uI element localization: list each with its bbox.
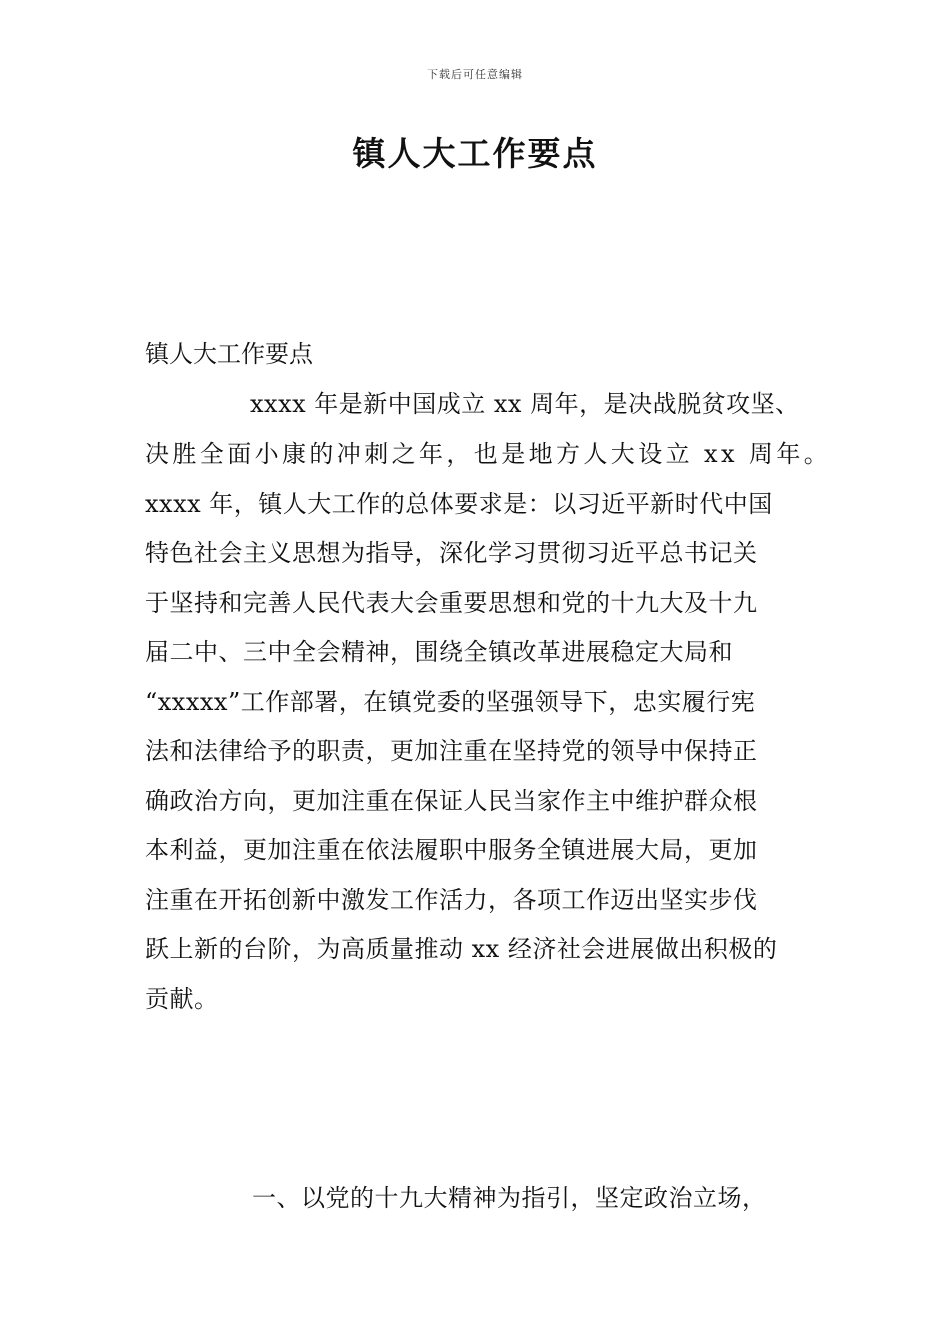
paragraph-line-6: 届二中、三中全会精神，围绕全镇改革进展稳定大局和 bbox=[145, 638, 733, 666]
paragraph-line-3: xxxx 年，镇人大工作的总体要求是：以习近平新时代中国 bbox=[145, 490, 773, 518]
section-heading: 一、以党的十九大精神为指引，坚定政治立场， bbox=[252, 1184, 767, 1212]
paragraph-line-4: 特色社会主义思想为指导，深化学习贯彻习近平总书记关 bbox=[145, 539, 758, 567]
paragraph-line-5: 于坚持和完善人民代表大会重要思想和党的十九大及十九 bbox=[145, 589, 758, 617]
document-subtitle: 镇人大工作要点 bbox=[145, 340, 313, 368]
paragraph-line-7: “xxxxx”工作部署，在镇党委的坚强领导下，忠实履行宪 bbox=[145, 688, 756, 716]
paragraph-line-2: 决胜全面小康的冲刺之年，也是地方人大设立 xx 周年。 bbox=[145, 440, 832, 468]
paragraph-line-8: 法和法律给予的职责，更加注重在坚持党的领导中保持正 bbox=[145, 737, 758, 765]
paragraph-line-10: 本利益，更加注重在依法履职中服务全镇进展大局，更加 bbox=[145, 836, 758, 864]
document-title: 镇人大工作要点 bbox=[352, 134, 598, 173]
header-note: 下载后可任意编辑 bbox=[427, 68, 523, 81]
paragraph-line-9: 确政治方向，更加注重在保证人民当家作主中维护群众根 bbox=[145, 787, 758, 815]
paragraph-line-12: 跃上新的台阶，为高质量推动 xx 经济社会进展做出积极的 bbox=[145, 935, 778, 963]
paragraph-line-1: xxxx 年是新中国成立 xx 周年，是决战脱贫攻坚、 bbox=[250, 390, 800, 418]
paragraph-line-11: 注重在开拓创新中激发工作活力，各项工作迈出坚实步伐 bbox=[145, 886, 758, 914]
paragraph-line-13: 贡献。 bbox=[145, 985, 219, 1013]
